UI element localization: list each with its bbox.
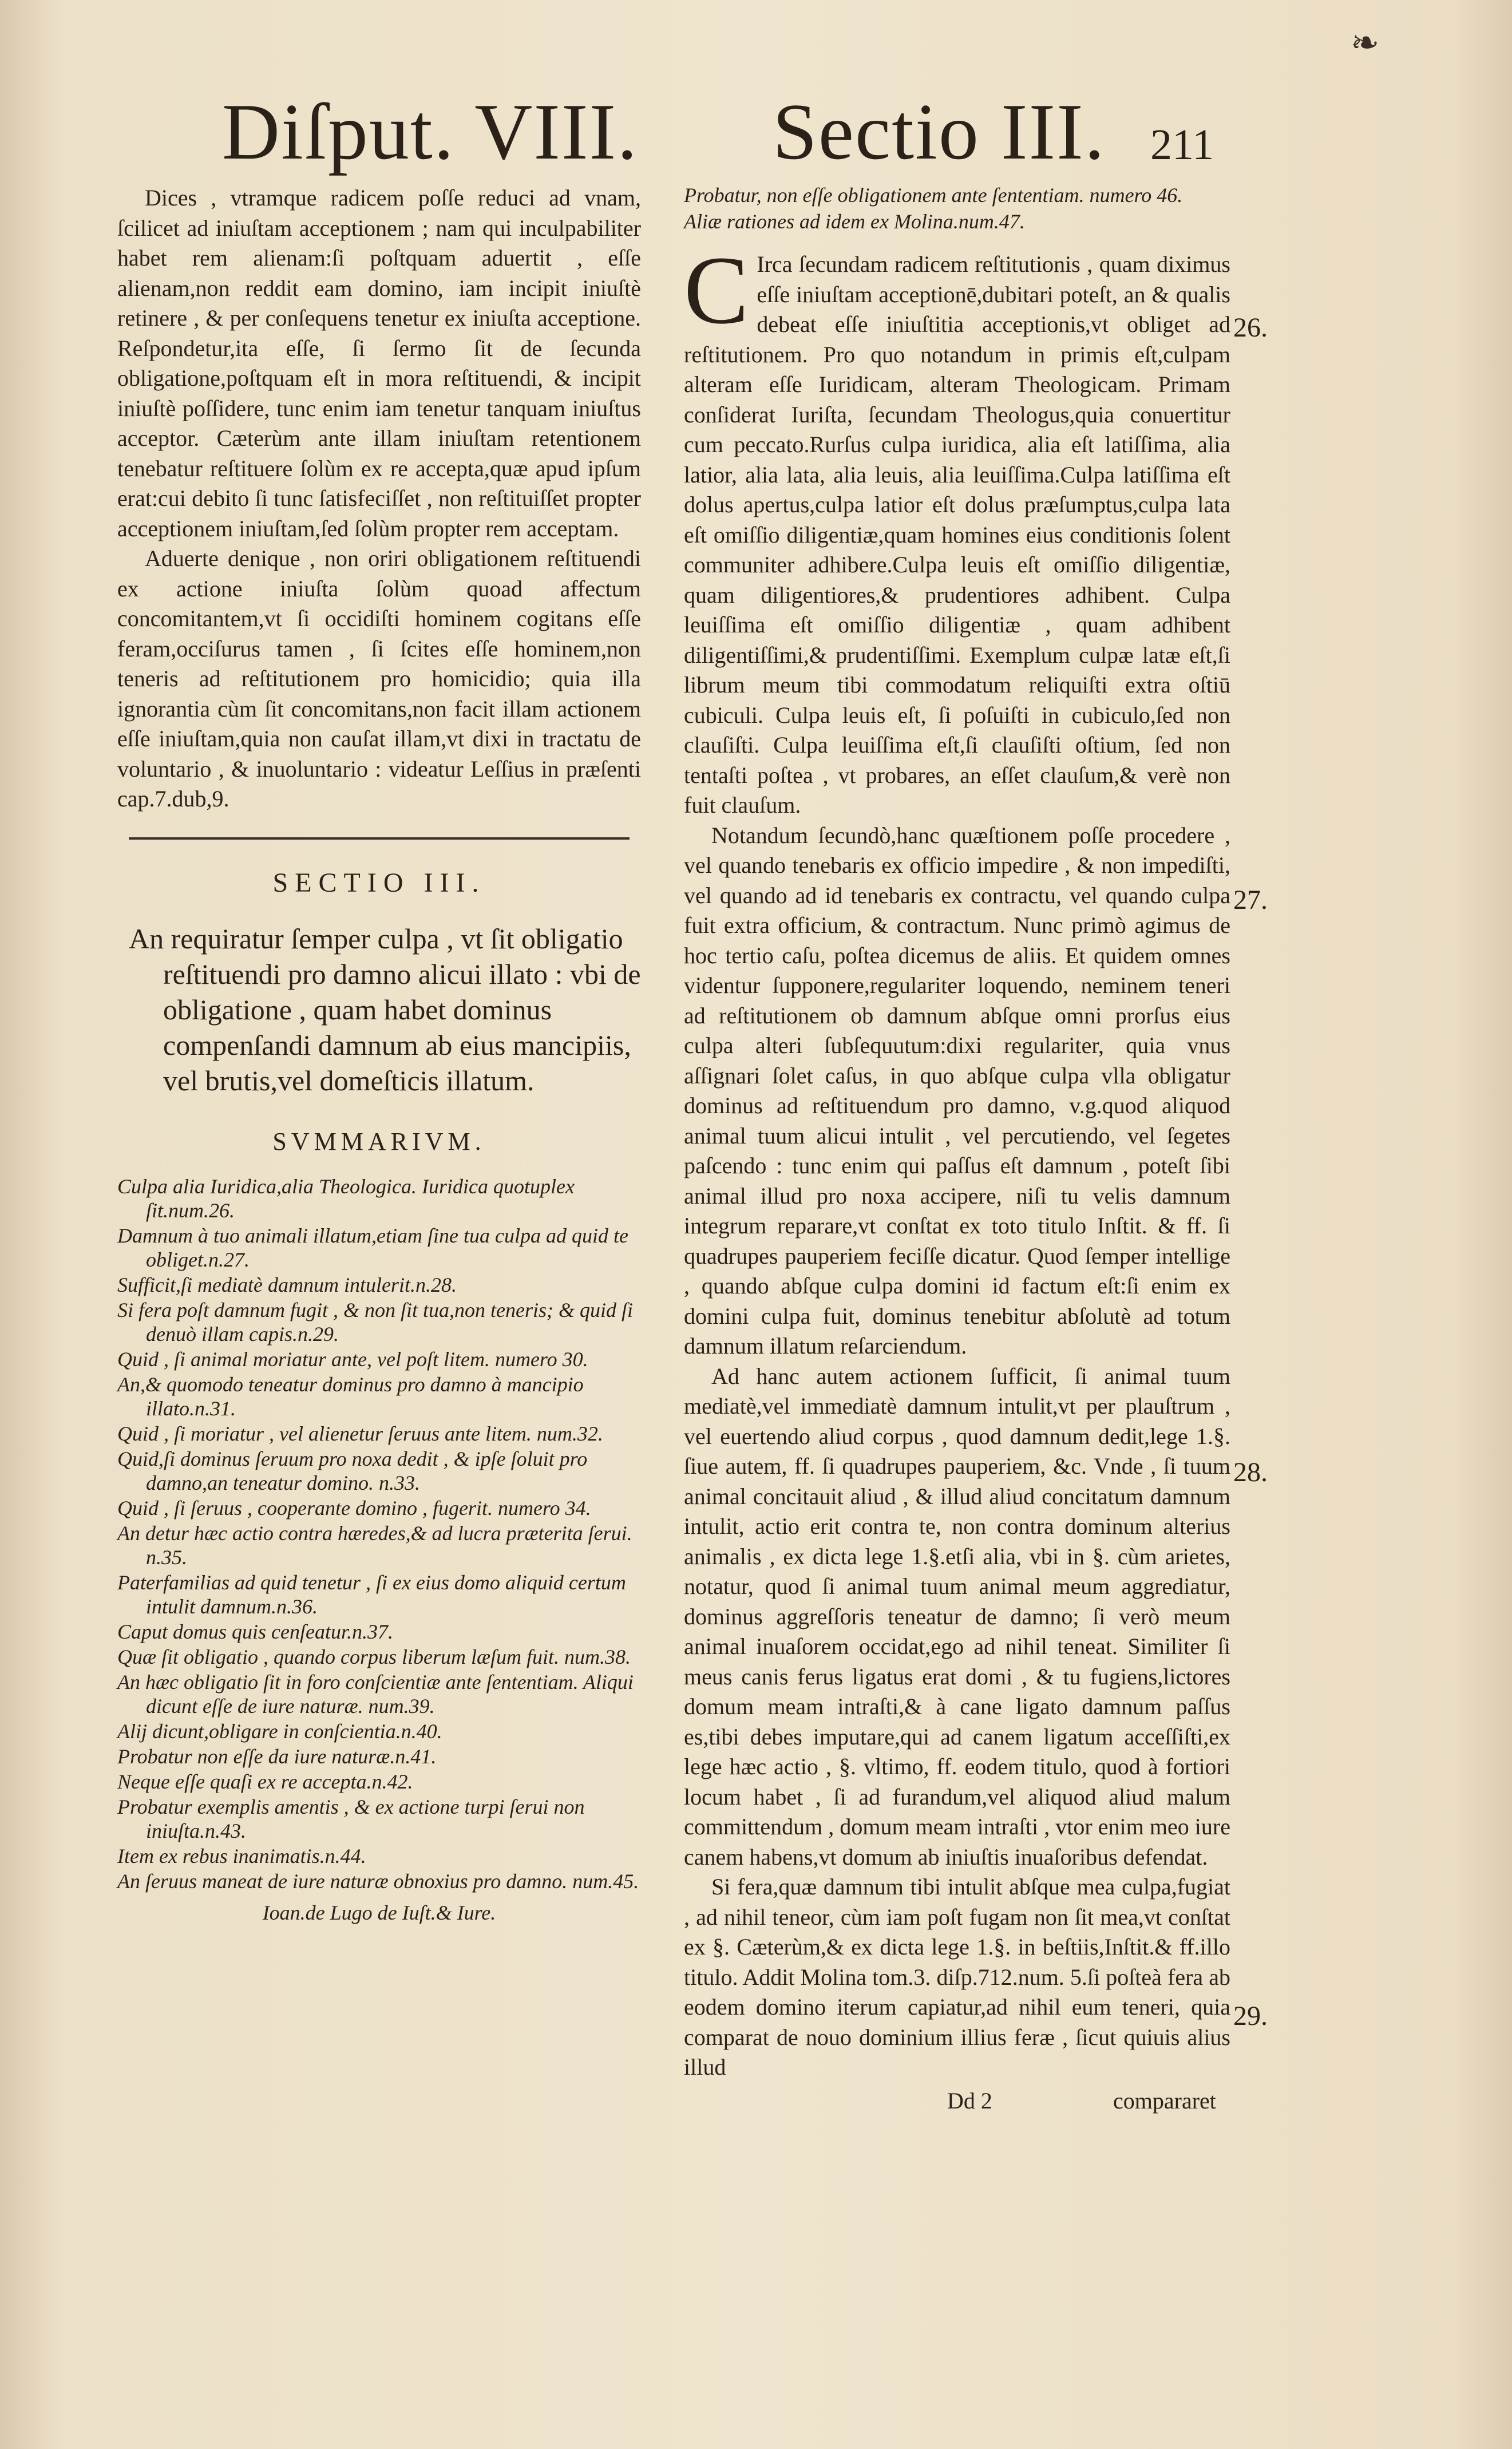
paragraph: Aduerte denique , non oriri obligationem reſtituendi ex actione iniuſta ſolùm quoad affectum concomitantem,vt ſi occidiſti hominem cogitans eſſe feram,occiſurus tamen , ſi ſcites eſſe hominem,non teneris ad reſtitutionem pro homicidio; quia illa ignorantia cùm ſit concomitans,non facit illam actionem eſſe iniuſtam,quia non cauſat illam,vt dixi in tractatu de voluntario , & inuoluntario : videatur Leſſius in præſenti cap.7.dub,9. (117, 545, 641, 812)
summary-item: Quid , ſi animal moriatur ante, vel poſt litem. numero 30. (117, 1347, 588, 1371)
summary-item: Probatur non eſſe da iure naturæ.n.41. (117, 1744, 437, 1768)
summary-item: Probatur exemplis amentis , & ex actione turpi ſerui non iniuſta.n.43. (117, 1795, 585, 1842)
summary-item: Neque eſſe quaſi ex re accepta.n.42. (117, 1770, 413, 1793)
summary-item: Quæ ſit obligatio , quando corpus liberum læſum fuit. num.38. (117, 1645, 631, 1668)
margin-number: 29. (1233, 2001, 1268, 2031)
summary-item: Probatur, non eſſe obligationem ante ſententiam. numero 46. (684, 184, 1183, 207)
paragraph-27: Notandum ſecundò,hanc quæſtionem poſſe procedere , vel quando tenebaris ex officio impedire , & non impediſti, vel quando ad id tenebaris ex contractu, vel quando culpa fuit extra officium, & contractum. Nunc primò agimus de hoc tertio caſu, poſtea dicemus de aliis. Et quidem omnes videntur ſupponere,regulariter loquendo, neminem teneri ad reſtitutionem ob damnum abſque omni prorſus eius culpa alteri ſubſequutum:dixi regulariter, quia vnus aſſignari ſolet caſus, in quo abſque culpa vlla obligatur dominus ad reſtituendum pro damno, v.g.quod aliquod animal tuum alicui intulit , vel percutiendo, vel ſegetes paſcendo : tunc enim qui paſſus eſt damnum , poteſt ſibi animal illud pro noxa accipere, niſi tu velis damnum integrum reparare,vt conſtat ex toto titulo Inſtit. & ff. ſi quadrupes pauperiem feciſſe dicatur. Quod ſemper intellige , quando abſque culpa domini id factum eſt:ſi enim ex domini culpa fuit, dominus tenebitur abſolutè ad totum damnum illatum reſarciendum. (684, 822, 1230, 1359)
summary-item: Damnum à tuo animali illatum,etiam ſine tua culpa ad quid te obliget.n.27. (117, 1224, 628, 1271)
margin-number: 26. (1233, 312, 1268, 343)
summary-title: SVMMARIVM. (272, 1127, 486, 1156)
paragraph-text: Irca ſecundam radicem reſtitutionis , quam diximus eſſe iniuſtam acceptionē,dubitari poteſt, an & qualis debeat eſſe iniuſtitia acceptionis,vt obliget ad reſtitutionem. Pro quo notandum in primis eſt,culpam alteram eſſe Iuridicam, alteram Theologicam. Primam conſiderat Iuriſta, ſecundam Theologus,quia conuertitur cum peccato.Rurſus culpa iuridica, alia eſt latiſſima, alia latior, alia lata, alia leuis, alia leuiſſima.Culpa latiſſima eſt dolus apertus,culpa latior eſt dolus præſumptus,culpa lata eſt omiſſio diligentiæ,quam homines eius conditionis ſolent communiter adhibere.Culpa leuis eſt omiſſio diligentiæ, quam diligentiores,& prudentiores adhibent. Culpa leuiſſima eſt omiſſio diligentiæ , quam adhibent diligentiſſimi,& prudentiſſimi. Exemplum culpæ latæ eſt,ſi librum meum tibi commodatum reliquiſti extra oſtiū cubiculi. Culpa leuis eſt, ſi poſuiſti in cubiculo,ſed non clauſiſti. Culpa leuiſſima eſt,ſi clauſiſti oſtium, ſed non tentaſti poſtea , vt probares, an eſſet clauſum,& verè non fuit clauſum. (684, 251, 1230, 818)
running-head-section: Sectio III. (773, 88, 1106, 176)
summary-item: Si fera poſt damnum fugit , & non ſit tua,non teneris; & quid ſi denuò illam capis.n.29. (117, 1298, 633, 1346)
running-head (0, 86, 1512, 177)
summary-item: An ſeruus maneat de iure naturæ obnoxius pro damno. num.45. (117, 1869, 639, 1893)
left-column (117, 183, 641, 1928)
summary-list (117, 1174, 641, 1893)
section-title: SECTIO III. (272, 867, 486, 898)
summary-item: Alij dicunt,obligare in conſcientia.n.40. (117, 1719, 442, 1743)
summary-item: Paterfamilias ad quid tenetur , ſi ex eius domo aliquid certum intulit damnum.n.36. (117, 1570, 626, 1618)
catchword: compararet (1113, 2087, 1216, 2114)
margin-number: 27. (1233, 885, 1268, 915)
book-footer: Ioan.de Lugo de Iuſt.& Iure. (262, 1901, 496, 1924)
summary-item: Caput domus quis cenſeatur.n.37. (117, 1620, 393, 1643)
summary-item: An hæc obligatio ſit in foro conſcientiæ ante ſententiam. Aliqui dicunt eſſe de iure naturæ. num.39. (117, 1670, 634, 1718)
paragraph-26 (684, 236, 1230, 821)
summary-item: Sufficit,ſi mediatè damnum intulerit.n.28. (117, 1273, 457, 1296)
paragraph-28: Ad hanc autem actionem ſufficit, ſi animal tuum mediatè,vel immediatè damnum intulit,vt per plauſtrum , vel euertendo aliud corpus , quod damnum dedit,lege 1.§. ſiue autem, ff. ſi quadrupes pauperiem, &c. Vnde , ſi tuum animal concitauit aliud , & illud aliud concitatum damnum intulit, actio erit contra te, non contra dominum alterius animalis , ex dicta lege 1.§.etſi alia, vbi in §. cùm arietes, notatur, quod ſi animal tuum animal meum aggrediatur, dominus aggreſſoris teneatur de damno; ſi verò meum animal inuaſorem occidat,ego ad nihil teneat. Similiter ſi meus canis ferus ligatus erat domi , & tu fugiens,lictores domum meam intraſti,& à cane ligato damnum paſſus es,tibi debes imputare,qui ad canem ligatum acceſſiſti,ex lege hæc actio , §. vltimo, ff. eodem titulo, quod à fortiori locum habet , ſi ad furandum,vel aliquod aliud malum committendum , domum meam intraſti , vtor enim meo iure canem habens,vt domum ab iniuſtis inuaſoribus defendat. (684, 1363, 1230, 1870)
paragraph: Dices , vtramque radicem poſſe reduci ad vnam, ſcilicet ad iniuſtam acceptionem ; nam qui inculpabiliter habet rem alienam:ſi poſtquam aduertit , eſſe alienam,non reddit eam domino, iam incipit iniuſtè retinere , & per conſequens tenetur ex iniuſta acceptione. Reſpondetur,ita eſſe, ſi ſermo ſit de ſecunda obligatione,poſtquam eſt in mora reſtituendi, & incipit iniuſtè poſſidere, tunc enim iam tenetur tanquam iniuſtus acceptor. Cæterùm ante illam iniuſtam retentionem tenebatur reſtituere ſolùm ex re accepta,quæ apud ipſum erat:cui debito ſi tunc ſatisfeciſſet , non reſtituiſſet propter acceptionem iniuſtam,ſed ſolùm propter rem acceptam. (117, 185, 641, 541)
running-head-disputation: Diſput. VIII. (222, 88, 639, 176)
corner-mark: ❧ (1351, 24, 1380, 62)
summary-item: Quid , ſi ſeruus , cooperante domino , fugerit. numero 34. (117, 1496, 591, 1520)
summary-item: Item ex rebus inanimatis.n.44. (117, 1844, 366, 1868)
section-divider (129, 837, 630, 840)
drop-cap: C (684, 236, 749, 344)
right-column (684, 183, 1230, 2117)
page-number: 211 (1150, 121, 1214, 169)
signature-mark: Dd 2 (947, 2087, 992, 2114)
section-question: An requiratur ſemper culpa , vt ſit obligatio reſtituendi pro damno alicui illato : vbi de obligatione , quam habet dominus compenſandi damnum ab eius mancipiis, vel brutis,vel domeſticis illatum. (129, 923, 641, 1097)
summary-item: Aliæ rationes ad idem ex Molina.num.47. (684, 210, 1025, 233)
summary-item: Quid,ſi dominus ſeruum pro noxa dedit , & ipſe ſoluit pro damno,an teneatur domino. n.33. (117, 1447, 588, 1494)
paragraph-29: Si fera,quæ damnum tibi intulit abſque mea culpa,fugiat , ad nihil teneor, cùm iam poſt fugam non ſit mea,vt conſtat ex §. Cæterùm,& ex dicta lege 1.§. in beſtiis,Inſtit.& ff.illo titulo. Addit Molina tom.3. diſp.712.num. 5.ſi poſteà fera ab eodem domino iterum capiatur,ad nihil eum teneri, quia comparat de nouo dominium illius feræ , ſicut quiuis alius illud (684, 1874, 1230, 2080)
signature-line (684, 2083, 1230, 2117)
summary-item: An detur hæc actio contra hæredes,& ad lucra præterita ſerui. n.35. (117, 1521, 632, 1569)
summary-item: Culpa alia Iuridica,alia Theologica. Iuridica quotuplex ſit.num.26. (117, 1174, 575, 1222)
margin-number: 28. (1233, 1457, 1268, 1487)
summary-item: Quid , ſi moriatur , vel alienetur ſeruus ante litem. num.32. (117, 1422, 603, 1445)
summary-item: An,& quomodo teneatur dominus pro damno à mancipio illato.n.31. (117, 1372, 584, 1420)
